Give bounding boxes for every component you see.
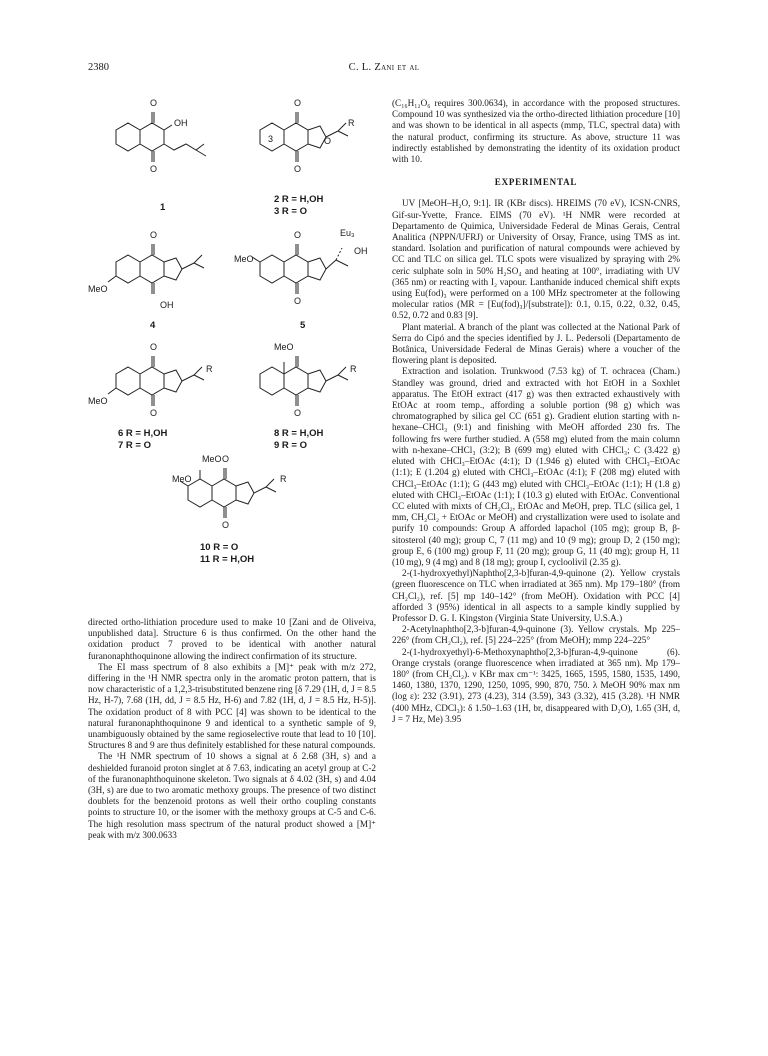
structure-scheme: [88, 92, 376, 612]
compound-sub-6: 6 R = H,OH: [118, 428, 168, 439]
atom-label-meo: MeO: [202, 454, 222, 464]
atom-label-oh: OH: [354, 246, 368, 256]
atom-label-meo: MeO: [172, 474, 192, 484]
atom-label-o: O: [222, 454, 230, 464]
compound-sub-7: 7 R = O: [118, 440, 151, 451]
atom-label-meo: MeO: [88, 396, 108, 406]
compound-sub-8: 8 R = H,OH: [274, 428, 324, 439]
paragraph: 2-Acetylnaphtho[2,3-b]furan-4,9-quinone (3). Yellow crystals. Mp 225–226° (from CH₂Cl₂), ref. [5] 224–225° (from MeOH); mmp 224–225°: [392, 624, 680, 646]
structures-drawing: [88, 92, 376, 612]
ring-number: 3: [268, 134, 274, 144]
atom-label-r: R: [206, 364, 213, 374]
atom-label-oh: OH: [160, 300, 174, 310]
structure-8-9: [260, 356, 348, 406]
atom-label-oh: OH: [174, 118, 188, 128]
compound-sub-2: 2 R = H,OH: [274, 194, 324, 205]
paragraph: Plant material. A branch of the plant was collected at the National Park of Serra do Cipó and the species identified by J. L. Pedersoli (Departamento de Botânica, Universidade Federal de Minas Gerais) where a voucher of the flowering plant is deposited.: [392, 321, 680, 366]
section-title: EXPERIMENTAL: [494, 177, 578, 188]
atom-label-o: O: [150, 230, 158, 240]
paragraph: Extraction and isolation. Trunkwood (7.53 kg) of T. ochracea (Cham.) Standley was ground, dried and extracted with hot EtOH in a Soxhlet apparatus. The EtOH extract (417 g) was then extracted exhaustively with EtOAc at room temp., affording a soluble portion (98 g) which was chromatographed by silica gel CC (651 g). Gradient elution starting with n-hexane–CHCl₃ (9:1) and finishing with MeOH afforded 230 frs. The following frs were further studied. A (558 mg) eluted from the main column with n-hexane–CHCl₃ (3:2); B (699 mg) eluted with CHCl₃; C (3.422 g) eluted with CHCl₃–EtOAc (4:1); D (1.946 g) eluted with CHCl₃–EtOAc (1:1); E (1.204 g) eluted with CHCl₃–EtOAc (4:1); F (208 mg) eluted with CHCl₃–EtOAc (1:1); G (443 mg) eluted with CHCl₃–EtOAc (1:1); H (1.8 g) eluted with CHCl₃–EtOAc (1:1); I (10.3 g) eluted with EtOAc. Conventional CC eluted with mixts of CH₂Cl₂, EtOAc and MeOH, prep. TLC (silica gel, 1 mm, CH₂Cl₂ + EtOAc or MeOH) and crystallization were used to isolate and purify 10 compounds: Group A afforded lapachol (105 mg); group B, β-sitosterol (40 mg); group C, 7 (11 mg) and 10 (9 mg); group D, 2 (150 mg); group E, 6 (100 mg) group F, 11 (20 mg); group G, 11 (40 mg); group H, 11 (10 mg), 9 (4 mg) and 8 (18 mg); group I, cycloolivil (2.35 g).: [392, 366, 680, 567]
page-header: [88, 62, 680, 78]
structure-1: [116, 112, 206, 162]
compound-sub-3: 3 R = O: [274, 206, 307, 217]
atom-label-meo: MeO: [88, 284, 108, 294]
atom-label-o: O: [324, 136, 332, 146]
atom-label-eu: Eu₃: [340, 228, 355, 238]
atom-label-o: O: [150, 164, 158, 174]
paragraph: directed ortho-lithiation procedure used to make 10 [Zani and de Oliveiva, unpublished data]. Structure 6 is thus confirmed. On the other hand the oxidation product 7 proved to be identical with another natural furanonaphthoquinone allowing the indirect confirmation of its structure.: [88, 617, 376, 661]
atom-label-o: O: [150, 408, 158, 418]
structure-6-7: [108, 356, 204, 406]
compound-sub-11: 11 R = H,OH: [200, 554, 255, 565]
atom-label-o: O: [150, 98, 158, 108]
paragraph: 2-(1-hydroxyethyl)Naphtho[2,3-b]furan-4,9-quinone (2). Yellow crystals (green fluorescence on TLC when irradiated at 365 nm). Mp 179–180° (from CH₂Cl₂), ref. [5] mp 140–142° (from MeOH). Oxidation with PCC [4] afforded 3 (95%) identical in all aspects to a sample kindly supplied by Professor D. G. I. Kingston (Virginia State University, U.S.A.): [392, 568, 680, 623]
atom-label-r: R: [280, 474, 287, 484]
atom-label-o: O: [294, 296, 302, 306]
atom-label-meo: MeO: [274, 342, 294, 352]
compound-number: 1: [160, 202, 166, 213]
running-head: C. L. Zani et al: [348, 62, 420, 73]
compound-number: 5: [300, 320, 306, 331]
atom-label-meo: MeO: [234, 254, 254, 264]
paragraph: The EI mass spectrum of 8 also exhibits a [M]⁺ peak with m/z 272, differing in the ¹H NMR spectra only in the aromatic proton pattern, that is now characteristic of a 1,2,3-trisubstituted benzene ring [δ 7.29 (1H, d, J = 8.5 Hz, H-7), 7.68 (1H, dd, J = 8.5 Hz, H-6) and 7.82 (1H, d, J = 8.5 Hz, H-5)]. The oxidation product of 8 with PCC [4] was shown to be identical to the natural furanonaphthoquinone 9 and identical to a synthetic sample of 9, unambiguously obtained by the same regioselective route that lead to 10 [10]. Structures 8 and 9 are thus definitely established for these natural compounds.: [88, 661, 376, 751]
paragraph: UV [MeOH–H₂O, 9:1]. IR (KBr discs). HREIMS (70 eV), ICSN-CNRS, Gif-sur-Yvette, France. EIMS (70 eV). ¹H NMR were recorded at Departamento de Quimica, Universidade Federal de Minas Gerais, Central Analitica (NPPN/UFRJ) or University of Orsay, France, using TMS as int. standard. Isolation and purification of natural compounds were achieved by CC and TLC on silica gel. TLC spots were visualized by spraying with 2% ceric sulphate soln in 50% H₂SO₄ and heating at 100°, irradiating with UV (365 nm) or reacting with I₂ vapour. Lanthanide induced chemical shift expts using Eu(fod)₃ were performed on a 100 MHz spectrometer at the following molecular ratios (MR = [Eu(fod)₃]/[substrate]): 0.1, 0.15, 0.22, 0.32, 0.45, 0.52, 0.72 and 0.83 [9].: [392, 198, 680, 321]
structure-5: [252, 244, 348, 294]
left-column: [88, 617, 376, 841]
atom-label-o: O: [294, 408, 302, 418]
compound-sub-9: 9 R = O: [274, 440, 307, 451]
structure-10-11: [180, 468, 276, 518]
atom-label-r: R: [350, 364, 357, 374]
paragraph: The ¹H NMR spectrum of 10 shows a signal at δ 2.68 (3H, s) and a deshielded furanoid proton singlet at δ 7.63, indicating an acetyl group at C-2 of the furanonaphthoquinone skeleton. Two signals at δ 4.02 (3H, s) and 4.04 (3H, s) are due to two aromatic methoxy groups. The presence of two distinct doublets for the benzenoid protons as well their ortho coupling constants points to structure 10, or the isomer with the methoxy groups at C-5 and C-6. The high resolution mass spectrum of the natural product showed a [M]⁺ peak with m/z 300.0633: [88, 751, 376, 840]
compound-number: 4: [150, 320, 156, 331]
structure-2-3: [260, 112, 348, 162]
right-column: [392, 98, 680, 725]
atom-label-o: O: [294, 230, 302, 240]
compound-sub-10: 10 R = O: [200, 542, 239, 553]
paragraph: 2-(1-hydroxyethyl)-6-Methoxynaphtho[2,3-b]furan-4,9-quinone (6). Orange crystals (orange fluorescence when irradiated at 365 nm). Mp 179–180° (from CH₂Cl₂). ν KBr max cm⁻¹: 3425, 1665, 1595, 1580, 1535, 1490, 1460, 1380, 1370, 1290, 1250, 1095, 990, 870, 750. λ MeOH 90% max nm (log ε): 232 (3.91), 273 (4.23), 314 (3.59), 343 (3.32), 415 (3.28). ¹H NMR (400 MHz, CDCl₃): δ 1.50–1.63 (1H, br, disappeared with D₂O), 1.65 (3H, d, J = 7 Hz, Me) 3.95: [392, 646, 680, 724]
atom-label-r: R: [348, 118, 355, 128]
paragraph: (C₁₆H₁₂O₆ requires 300.0634), in accordance with the proposed structures. Compound 10 was synthesized via the ortho-directed lithiation procedure [10] and was shown to be identical in all aspects (mmp, TLC, spectral data) with the natural product, confirming its structure. As above, structure 11 was indirectly established by demonstrating the identity of its oxidation product with 10.: [392, 98, 680, 165]
atom-label-o: O: [150, 342, 158, 352]
atom-label-o: O: [294, 164, 302, 174]
atom-label-o: O: [294, 98, 302, 108]
atom-label-o: O: [222, 520, 230, 530]
structure-4: [108, 244, 204, 294]
page-number: 2380: [88, 62, 109, 73]
